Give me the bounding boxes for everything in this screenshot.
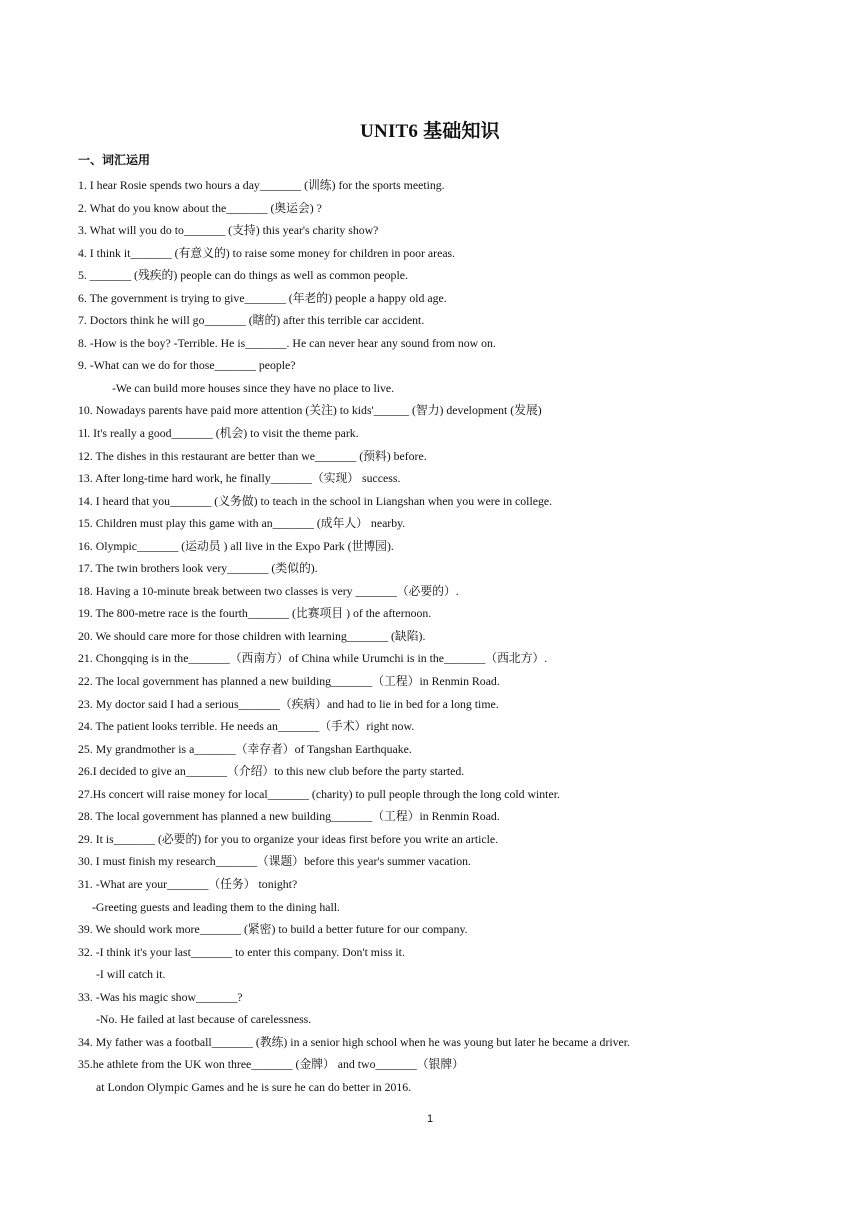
exercise-line: 20. We should care more for those children with learning_______ (缺陷). [78,628,426,643]
exercise-continuation: -I will catch it. [96,967,166,982]
exercise-line: 8. -How is the boy? -Terrible. He is_______. He can never hear any sound from now on. [78,335,496,350]
exercise-line: 29. It is_______ (必要的) for you to organize your ideas first before you write an article. [78,831,499,846]
exercise-line: 33. -Was his magic show_______? [78,989,243,1004]
exercise-line: 13. After long-time hard work, he finally_______（实现） success. [78,471,401,486]
exercise-line: 28. The local government has planned a new building_______（工程）in Renmin Road. [78,809,500,824]
exercise-line: 34. My father was a football_______ (教练) in a senior high school when he was young but later he became a driver. [78,1034,631,1049]
exercise-continuation: at London Olympic Games and he is sure he can do better in 2016. [96,1079,412,1094]
exercise-line: 18. Having a 10-minute break between two classes is very _______（必要的）. [78,583,459,598]
page-title: UNIT6 基础知识 [360,121,500,142]
exercise-line: 6. The government is trying to give_______ (年老的) people a happy old age. [78,290,447,305]
exercise-line: 30. I must finish my research_______（课题）before this year's summer vacation. [78,854,471,869]
exercise-line: 4. I think it_______ (有意义的) to raise some money for children in poor areas. [78,245,456,260]
exercise-line: 23. My doctor said I had a serious_______（疾病）and had to lie in bed for a long time. [78,696,499,711]
exercise-line: 26.I decided to give an_______（介绍）to this new club before the party started. [78,764,465,779]
exercise-line: 24. The patient looks terrible. He needs an_______（手术）right now. [78,719,415,734]
exercise-line: 7. Doctors think he will go_______ (瞎的) after this terrible car accident. [78,313,425,328]
exercise-line: 1l. It's really a good_______ (机会) to visit the theme park. [78,426,359,441]
exercise-line: 32. -I think it's your last_______ to enter this company. Don't miss it. [78,944,405,959]
page-number: 1 [426,1113,434,1125]
exercise-line: 22. The local government has planned a new building_______（工程）in Renmin Road. [78,674,500,689]
section-heading: 一、词汇运用 [78,153,151,167]
exercise-line: 27.Hs concert will raise money for local_______ (charity) to pull people through the long cold winter. [78,786,560,801]
exercise-line: 19. The 800-metre race is the fourth_______ (比赛项目 ) of the afternoon. [78,606,432,621]
exercise-continuation: -We can build more houses since they have no place to live. [112,380,395,395]
exercise-list [78,174,778,1098]
exercise-line: 31. -What are your_______（任务） tonight? [78,876,298,891]
exercise-line: 15. Children must play this game with an_______ (成年人） nearby. [78,516,406,531]
exercise-line: 9. -What can we do for those_______ people? [78,358,296,373]
exercise-continuation: -Greeting guests and leading them to the dining hall. [92,899,341,914]
exercise-line: 39. We should work more_______ (紧密) to build a better future for our company. [78,922,468,937]
exercise-line: 10. Nowadays parents have paid more attention (关注) to kids'______ (智力) development (发展) [78,403,542,418]
exercise-line: 1. I hear Rosie spends two hours a day_______ (训练) for the sports meeting. [78,178,445,192]
exercise-line: 12. The dishes in this restaurant are better than we_______ (预料) before. [78,448,427,463]
exercise-line: 3. What will you do to_______ (支持) this year's charity show? [78,223,379,238]
exercise-line: 5. _______ (残疾的) people can do things as well as common people. [78,268,408,283]
exercise-line: 16. Olympic_______ (运动员 ) all live in the Expo Park (世博园). [78,538,394,553]
exercise-line: 35.he athlete from the UK won three_______ (金牌） and two_______（银牌） [78,1057,464,1072]
exercise-line: 21. Chongqing is in the_______（西南方）of China while Urumchi is in the_______（西北方）. [78,651,548,666]
exercise-line: 17. The twin brothers look very_______ (类似的). [78,561,318,576]
exercise-line: 14. I heard that you_______ (义务做) to teach in the school in Liangshan when you were in college. [78,493,553,508]
exercise-continuation: -No. He failed at last because of carelessness. [96,1012,312,1027]
exercise-line: 2. What do you know about the_______ (奥运会) ? [78,200,322,215]
exercise-line: 25. My grandmother is a_______（幸存者）of Tangshan Earthquake. [78,741,412,756]
